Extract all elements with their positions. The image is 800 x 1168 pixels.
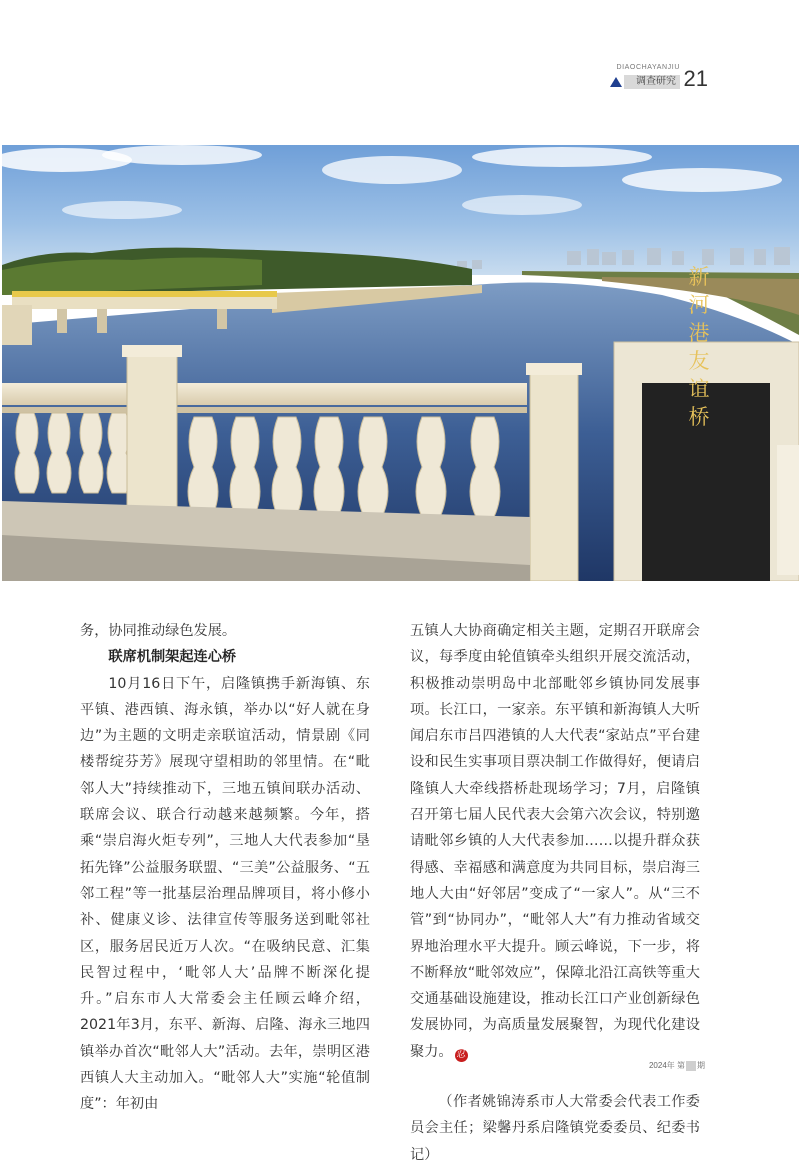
footer-issue-prefix: 第	[677, 1061, 685, 1070]
author-note: （作者姚锦涛系市人大常委会代表工作委员会主任；梁馨丹系启隆镇党委委员、纪委书记）	[410, 1094, 700, 1163]
section-heading: 联席机制架起连心桥	[108, 649, 237, 666]
footer-issue-suffix: 期	[697, 1061, 705, 1070]
paragraph-continuation: 务，协同推动绿色发展。	[80, 623, 237, 639]
bridge-photo	[2, 145, 799, 581]
page-footer	[649, 1060, 705, 1071]
paragraph-body: 10月16日下午，启隆镇携手新海镇、东平镇、港西镇、海永镇，举办以“好人就在身边”为主题的文明走亲联谊活动，情景剧《同楼帮绽芬芳》展现守望相助的邻里情。在“毗邻人大”持续推动下，三地五镇间联办活动、联席会议、联合行动越来越频繁。今年，搭乘“崇启海火炬专列”，三地人大代表参加“垦拓先锋”公益服务联盟、“三美”公益服务、“五邻工程”等一批基层治理品牌项目，将小修小补、健康义诊、法律宣传等服务送到毗邻社区，服务居民近万人次。“在吸纳民意、汇集民智过程中，‘毗邻人大’品牌不断深化提升。”启东市人大常委会主任顾云峰介绍，2021年3月，东平、新海、启隆、海永三地四镇举办首次“毗邻人大”活动。去年，崇明区港西镇人大主动加入。“毗邻人大”实施“轮值制度”：年初由	[80, 675, 370, 1113]
page-number: 21	[683, 66, 708, 91]
footer-year: 2024年	[648, 1061, 675, 1070]
page-header	[588, 62, 708, 96]
paragraph-body-continued	[410, 618, 700, 1065]
article-column-right	[410, 618, 700, 1168]
paragraph-body-text: 五镇人大协商确定相关主题，定期召开联席会议，每季度由轮值镇牵头组织开展交流活动，积极推动崇明岛中北部毗邻乡镇协同发展事项。长江口，一家亲。东平镇和新海镇人大听闻启东市吕四港镇的人大代表“家站点”平台建设和民生实事项目票决制工作做得好，便请启隆镇人大牵线搭桥赴现场学习；7月，启隆镇召开第七届人民代表大会第六次会议，特别邀请毗邻乡镇的人大代表参加……以提升群众获得感、幸福感和满意度为共同目标，崇启海三地人大由“好邻居”变成了“一家人”。从“三不管”到“协同办”，“毗邻人大”有力推动省域交界地治理水平大提升。顾云峰说，下一步，将不断释放“毗邻效应”，保障北沿江高铁等重大交通基础设施建设，推动长江口产业创新绿色发展协同，为高质量发展聚智，为现代化建设聚力。	[410, 623, 700, 1060]
section-triangle-icon	[610, 77, 622, 87]
bridge-sign-text: 新河港友谊桥	[688, 265, 710, 429]
bridge-photo-illustration	[2, 145, 799, 581]
section-label-cn: 调查研究	[624, 75, 680, 89]
section-label-en: DIAOCHAYANJIU	[616, 64, 680, 71]
article-column-left	[80, 618, 370, 1118]
end-mark-icon: 忍	[456, 1049, 466, 1060]
issue-number-box	[686, 1061, 696, 1071]
